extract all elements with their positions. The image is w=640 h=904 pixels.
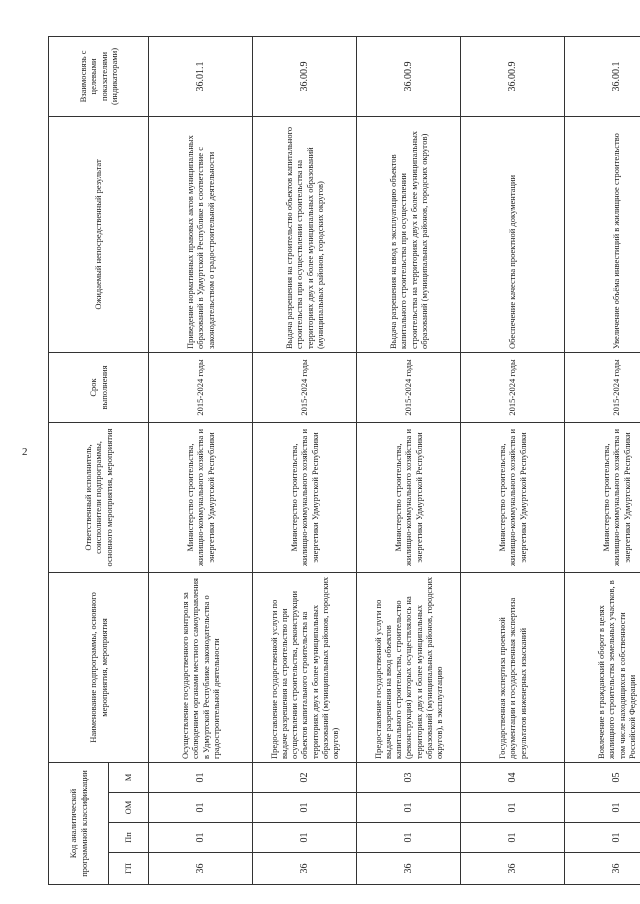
cell-name: Вовлечение в гражданский оборот в целях жилищного строительства земельных участков, в том числе находящихся в собственности Российской Федерации xyxy=(565,572,640,762)
cell-result: Обеспечение качества проектной документации xyxy=(461,116,565,352)
cell-m: 03 xyxy=(357,762,461,792)
header-m: М xyxy=(109,762,149,792)
cell-indicator: 36.00.9 xyxy=(357,36,461,116)
cell-responsible: Министерство строительства, жилищно-коммунального хозяйства и энергетики Удмуртской Республики xyxy=(357,422,461,572)
header-om: ОМ xyxy=(109,793,149,823)
cell-gp: 36 xyxy=(149,853,253,885)
header-name: Наименование подпрограммы, основного мероприятия, мероприятия xyxy=(49,572,149,762)
table-row xyxy=(253,36,357,884)
cell-pp: 01 xyxy=(357,823,461,853)
cell-result: Увеличение объёма инвестиций в жилищное строительство xyxy=(565,116,640,352)
header-indicator-link: Взаимосвязь с целевыми показателями (индикаторами) xyxy=(49,36,149,116)
cell-term: 2015-2024 годы xyxy=(461,352,565,422)
cell-pp: 01 xyxy=(149,823,253,853)
cell-name: Осуществление государственного контроля за соблюдением органами местного самоуправления в Удмуртской Республике законодательства о градостроительной деятельности xyxy=(149,572,253,762)
cell-responsible: Министерство строительства, жилищно-коммунального хозяйства и энергетики Удмуртской Республики xyxy=(461,422,565,572)
cell-gp: 36 xyxy=(461,853,565,885)
cell-om: 01 xyxy=(357,793,461,823)
header-result: Ожидаемый непосредственный результат xyxy=(49,116,149,352)
rotated-page xyxy=(48,37,637,885)
table-row xyxy=(565,36,640,884)
cell-indicator: 36.00.1 xyxy=(565,36,640,116)
cell-result: Выдача разрешения на ввод в эксплуатацию объектов капитального строительства при осуществлении строительства на территориях двух и более муниципальных образований (муниципальных районов, городских округов) xyxy=(357,116,461,352)
cell-responsible: Министерство строительства, жилищно-коммунального хозяйства и энергетики Удмуртской Республики xyxy=(565,422,640,572)
table-row xyxy=(357,36,461,884)
cell-om: 01 xyxy=(565,793,640,823)
cell-result: Приведение нормативных правовых актов муниципальных образований в Удмуртской Республике в соответствие с законодательством о градостроительной деятельности xyxy=(149,116,253,352)
cell-om: 01 xyxy=(461,793,565,823)
cell-om: 01 xyxy=(253,793,357,823)
cell-gp: 36 xyxy=(357,853,461,885)
cell-gp: 36 xyxy=(565,853,640,885)
cell-name: Предоставление государственной услуги по выдаче разрешения на ввод объектов капитального строительства, строительство (реконструкция) которых осуществлялось на территориях двух и более муниципальных образований (муниципальных районов, городских округов), в эксплуатацию xyxy=(357,572,461,762)
table-row xyxy=(461,36,565,884)
cell-responsible: Министерство строительства, жилищно-коммунального хозяйства и энергетики Удмуртской Республики xyxy=(149,422,253,572)
cell-name: Предоставление государственной услуги по выдаче разрешения на строительство при осуществлении строительства, реконструкции объектов капитального строительства на территориях двух и более муниципальных образований (муниципальных районов, городских округов) xyxy=(253,572,357,762)
cell-pp: 01 xyxy=(565,823,640,853)
program-measures-table xyxy=(48,36,640,885)
cell-term: 2015-2024 годы xyxy=(149,352,253,422)
cell-m: 04 xyxy=(461,762,565,792)
cell-indicator: 36.01.1 xyxy=(149,36,253,116)
cell-indicator: 36.00.9 xyxy=(461,36,565,116)
page-number: 2 xyxy=(22,446,28,458)
cell-pp: 01 xyxy=(461,823,565,853)
header-code: Код аналитической программной классификации xyxy=(49,762,109,884)
cell-gp: 36 xyxy=(253,853,357,885)
header-gp: ГП xyxy=(109,853,149,885)
cell-pp: 01 xyxy=(253,823,357,853)
cell-m: 01 xyxy=(149,762,253,792)
header-responsible: Ответственный исполнитель, соисполнители подпрограммы, основного мероприятия, мероприятия xyxy=(49,422,149,572)
cell-name: Государственная экспертиза проектной документации и государственная экспертиза результатов инженерных изысканий xyxy=(461,572,565,762)
cell-term: 2015-2024 годы xyxy=(565,352,640,422)
cell-m: 05 xyxy=(565,762,640,792)
header-pp: Пп xyxy=(109,823,149,853)
cell-result: Выдача разрешения на строительство объектов капитального строительства при осуществлении строительства на территориях двух и более муниципальных образований (муниципальных районов, городских округов) xyxy=(253,116,357,352)
cell-responsible: Министерство строительства, жилищно-коммунального хозяйства и энергетики Удмуртской Республики xyxy=(253,422,357,572)
cell-om: 01 xyxy=(149,793,253,823)
table-row xyxy=(149,36,253,884)
cell-term: 2015-2024 годы xyxy=(253,352,357,422)
cell-indicator: 36.00.9 xyxy=(253,36,357,116)
cell-m: 02 xyxy=(253,762,357,792)
cell-term: 2015-2024 годы xyxy=(357,352,461,422)
header-term: Срок выполнения xyxy=(49,352,149,422)
